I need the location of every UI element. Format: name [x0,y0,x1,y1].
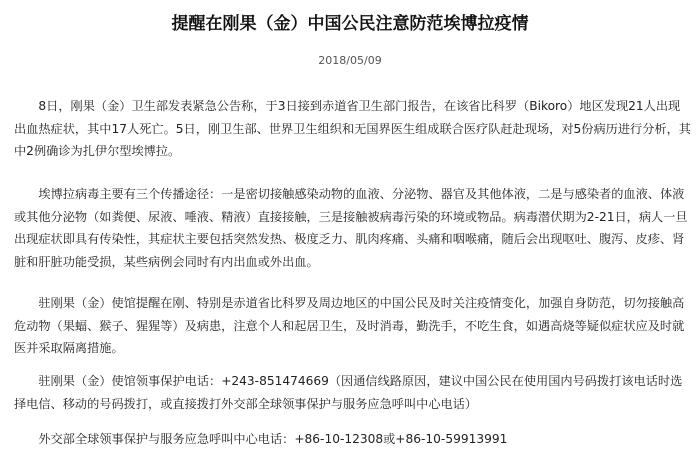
paragraph-embassy-advice: 驻刚果（金）使馆提醒在刚、特别是赤道省比科罗及周边地区的中国公民及时关注疫情变化，加强自身防范，切勿接触高危动物（果蝠、猴子、猩猩等）及病患，注意个人和起居卫生，及时消毒，勤洗手，不吃生食，如遇高烧等疑似症状应及时就医并采取隔离措施。 [14,296,685,355]
paragraph-embassy-hotline: 驻刚果（金）使馆领事保护电话：+243-851474669（因通信线路原因，建议中国公民在使用国内号码拨打该电话时选择电信、移动的号码拨打，或直接拨打外交部全球领事保护与服务应急呼叫中心电话） [14,374,683,411]
paragraph-outbreak-report: 8日，刚果（金）卫生部发表紧急公告称，于3日接到赤道省卫生部门报告，在该省比科罗（Bikoro）地区发现21人出现出血热症状，其中17人死亡。5日，刚卫生部、世界卫生组织和无国界医生组成联合医疗队赶赴现场，对5份病历进行分析，其中2例确诊为扎伊尔型埃博拉。 [14,99,691,158]
article-title: 提醒在刚果（金）中国公民注意防范埃博拉疫情 [171,14,529,34]
paragraph-transmission: 埃博拉病毒主要有三个传播途径：一是密切接触感染动物的血液、分泌物、器官及其他体液，二是与感染者的血液、体液或其他分泌物（如粪便、尿液、唾液、精液）直接接触，三是接触被病毒污染的环境或物品。病毒潜伏期为2-21日，病人一旦出现症状即具有传染性，其症状主要包括突然发热、极度乏力、肌肉疼痛、头痛和咽喉痛，随后会出现呕吐、腹泻、皮疹、肾脏和肝脏功能受损，某些病例会同时有内出血或外出血。 [14,187,688,269]
paragraph-mfa-hotline: 外交部全球领事保护与服务应急呼叫中心电话：+86-10-12308或+86-10-59913991 [38,432,508,446]
article-date: 2018/05/09 [318,54,382,67]
